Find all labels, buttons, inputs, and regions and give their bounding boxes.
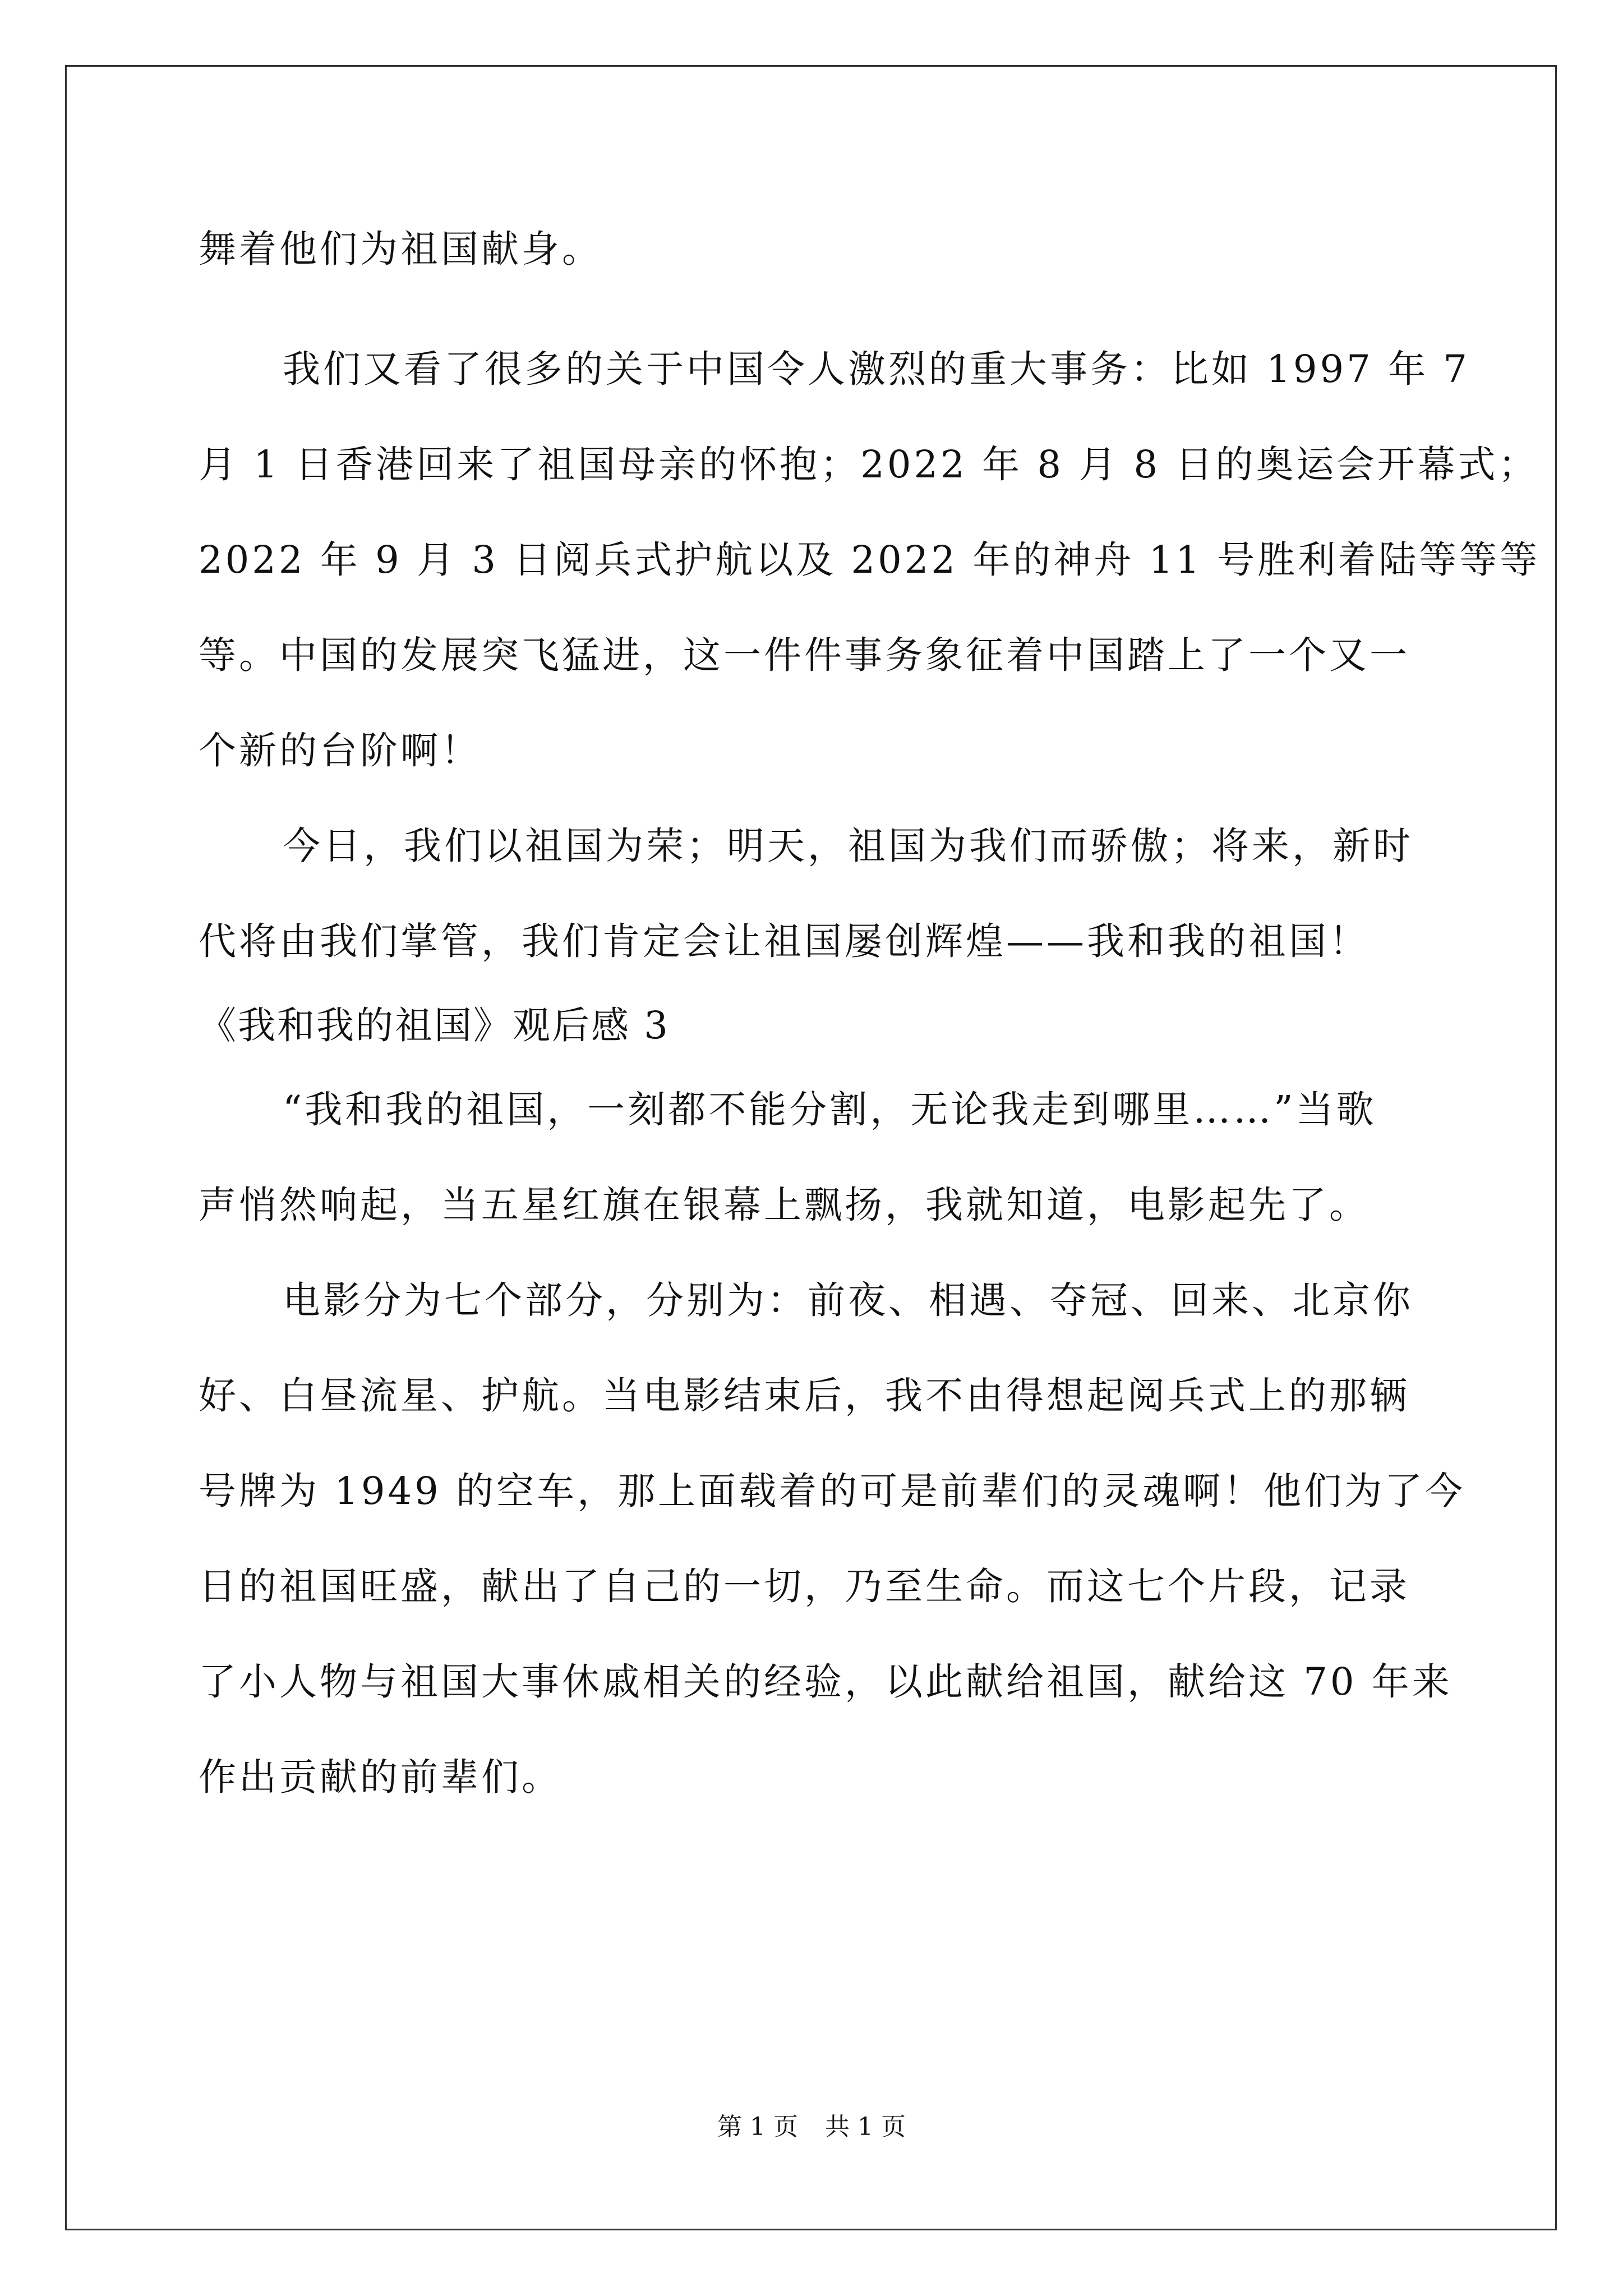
section-heading: 《我和我的祖国》观后感 3 <box>199 1004 670 1047</box>
paragraph-line: 舞着他们为祖国献身。 <box>199 227 602 271</box>
paragraph-line: 日的祖国旺盛，献出了自己的一切，乃至生命。而这七个片段，记录 <box>199 1565 1410 1608</box>
paragraph-line: 好、白昼流星、护航。当电影结束后，我不由得想起阅兵式上的那辆 <box>199 1374 1410 1418</box>
paragraph-line: 声悄然响起，当五星红旗在银幕上飘扬，我就知道，电影起先了。 <box>199 1183 1370 1227</box>
paragraph-line: 号牌为 1949 的空车，那上面载着的可是前辈们的灵魂啊！他们为了今 <box>199 1469 1466 1513</box>
page-footer <box>0 2110 1623 2144</box>
paragraph-line: 电影分为七个部分，分别为：前夜、相遇、夺冠、回来、北京你 <box>283 1278 1413 1322</box>
page-number: 第 1 页 <box>717 2113 798 2141</box>
paragraph-line: 2022 年 9 月 3 日阅兵式护航以及 2022 年的神舟 11 号胜利着陆等等等 <box>199 538 1541 582</box>
paragraph-line: 代将由我们掌管，我们肯定会让祖国屡创辉煌——我和我的祖国！ <box>199 919 1370 963</box>
paragraph-line: 我们又看了很多的关于中国令人激烈的重大事务：比如 1997 年 7 <box>283 347 1470 391</box>
paragraph-line: 今日，我们以祖国为荣；明天，祖国为我们而骄傲；将来，新时 <box>283 824 1413 868</box>
paragraph-line: 作出贡献的前辈们。 <box>199 1755 562 1799</box>
page-total: 共 1 页 <box>825 2113 906 2141</box>
paragraph-line: “我和我的祖国，一刻都不能分割，无论我走到哪里……”当歌 <box>283 1088 1377 1131</box>
paragraph-line: 个新的台阶啊！ <box>199 729 481 772</box>
paragraph-line: 了小人物与祖国大事休戚相关的经验，以此献给祖国，献给这 70 年来 <box>199 1660 1453 1704</box>
paragraph-line: 月 1 日香港回来了祖国母亲的怀抱；2022 年 8 月 8 日的奥运会开幕式； <box>199 443 1539 486</box>
paragraph-line: 等。中国的发展突飞猛进，这一件件事务象征着中国踏上了一个又一 <box>199 633 1410 677</box>
